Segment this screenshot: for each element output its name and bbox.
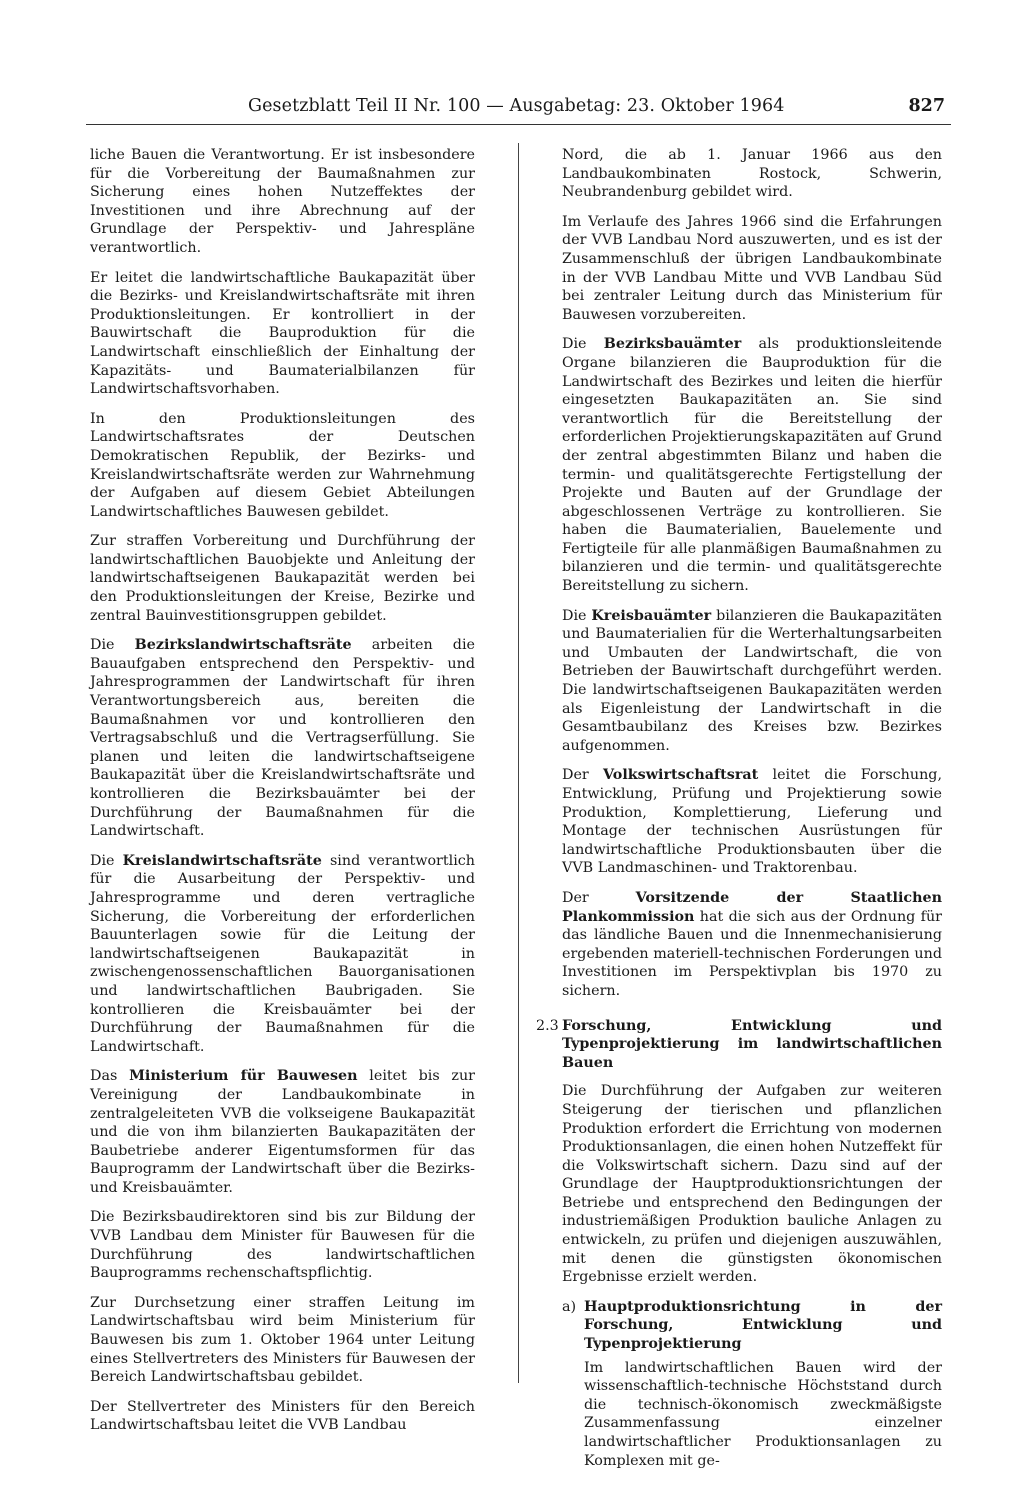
paragraph: Im landwirtschaftlichen Bauen wird der wissenschaftlich-technische Höchststand durch die technisch-ökonomisch zweckmäßigste Zusammenfassung einzelner landwirtschaftlicher Produktionsanlagen zu Komplexen mit ge- xyxy=(584,1359,942,1469)
paragraph: Nord, die ab 1. Januar 1966 aus den Landbaukombinaten Rostock, Schwerin, Neubrandenburg gebildet wird. xyxy=(562,147,942,201)
paragraph xyxy=(90,636,475,841)
paragraph-lead: Die xyxy=(90,852,123,869)
header-rule xyxy=(86,124,951,125)
paragraph: Zur straffen Vorbereitung und Durchführung der landwirtschaftlichen Bauobjekte und Anleitung der landwirtschaftseigenen Baukapazität werden bei den Produktionsleitungen der Kreise, Bezirke und zentral Bauinvestitionsgruppen gebildet. xyxy=(90,533,475,624)
subsection-label: a) xyxy=(562,1298,577,1315)
paragraph: liche Bauen die Verantwortung. Er ist insbesondere für die Vorbereitung der Baumaßnahmen zur Sicherung eines hohen Nutzeffektes der Investitionen und ihre Abrechnung auf der Grundlage der Perspektiv- und Jahrespläne verantwortlich. xyxy=(90,147,475,256)
header-title: Gesetzblatt Teil II Nr. 100 — Ausgabetag: 23. Oktober 1964 xyxy=(248,96,785,116)
paragraph: Er leitet die landwirtschaftliche Baukapazität über die Bezirks- und Kreislandwirtschaftsräte mit ihren Produktionsleitungen. Er kontrolliert in der Bauwirtschaft die Bauproduktion für die Landwirtschaft einschließlich der Einhaltung der Kapazitäts- und Baumaterialbilanzen für Landwirtschaftsvorhaben. xyxy=(90,269,475,398)
paragraph: Zur Durchsetzung einer straffen Leitung im Landwirtschaftsbau wird beim Ministerium für Bauwesen bis zum 1. Oktober 1964 unter Leitung eines Stellvertreters des Ministers für Bauwesen der Bereich Landwirtschaftsbau gebildet. xyxy=(90,1294,475,1386)
paragraph: In den Produktionsleitungen des Landwirtschaftsrates der Deutschen Demokratischen Republik, der Bezirks- und Kreislandwirtschaftsräte werden zur Wahrnehmung der Aufgaben auf diesem Gebiet Abteilungen Landwirtschaftliches Bauwesen gebildet. xyxy=(90,410,475,520)
paragraph xyxy=(562,889,942,1001)
paragraph-lead: Der xyxy=(562,767,604,784)
paragraph-text: als produktionsleitende Organe bilanzieren die Bauproduktion für die Landwirtschaft des Bezirkes und leiten die hierfür eingesetzten Baukapazitäten an. Sie sind verantwortlich für die Bereitstellung der erforderlichen Projektierungskapazitäten auf Grund der zentral abgestimmten Bilanz und haben die termin- und qualitätsgerechte Fertigstellung der Projekte und Bauten auf der Grundlage der abgeschlossenen Verträge zu kontrollieren. Sie haben die Baumaterialien, Bauelemente und Fertigteile für alle planmäßigen Baumaßnahmen zu bilanzieren und die termin- und qualitätsgerechte Bereitstellung zu sichern. xyxy=(562,336,942,595)
paragraph xyxy=(562,607,942,756)
paragraph-lead: Der xyxy=(562,889,636,906)
paragraph-text: leitet bis zur Vereinigung der Landbaukombinate in zentralgeleiteten VVB die volkseigene Baukapazität und die von ihm bilanzierten Baukapazitäten der Baubetriebe anderer Eigentumsformen für das Bauprogramm der Landwirtschaft über die Bezirks- und Kreisbauämter. xyxy=(90,1068,475,1196)
section-title: Forschung, Entwicklung und Typenprojektierung im landwirtschaftlichen Bauen xyxy=(562,1017,942,1071)
bold-term: Bezirksbauämter xyxy=(603,336,742,353)
paragraph: Der Stellvertreter des Ministers für den Bereich Landwirtschaftsbau leitet die VVB Landbau xyxy=(90,1398,475,1434)
subsection-heading xyxy=(562,1298,942,1354)
paragraph-lead: Das xyxy=(90,1068,130,1085)
subsection-title: Hauptproduktionsrichtung in der Forschung, Entwicklung und Typenprojektierung xyxy=(584,1298,942,1353)
bold-term: Kreisbauämter xyxy=(591,607,712,624)
page-number: 827 xyxy=(908,96,945,116)
paragraph: Die Bezirksbaudirektoren sind bis zur Bildung der VVB Landbau dem Minister für Bauwesen für die Durchführung des landwirtschaftlichen Bauprogramms rechenschaftspflichtig. xyxy=(90,1209,475,1282)
paragraph-text: hat die sich aus der Ordnung für das ländliche Bauen und die Innenmechanisierung ergebenden materiell-technischen Forderungen und Investitionen im Perspektivplan bis 1970 zu sichern. xyxy=(562,908,942,999)
section-heading xyxy=(536,1017,942,1073)
bold-term: Volkswirtschaftsrat xyxy=(603,767,759,784)
paragraph-text: bilanzieren die Baukapazitäten und Baumaterialien für die Werterhaltungsarbeiten und Umbauten der Landwirtschaft, die von Betrieben der Bauwirtschaft durchgeführt werden. Die landwirtschaftseigenen Baukapazitäten werden als Eigenleistung der Landwirtschaft in die Gesamtbaubilanz des Kreises bzw. Bezirkes aufgenommen. xyxy=(562,607,942,754)
column-divider xyxy=(518,143,519,1383)
right-column xyxy=(536,146,942,1470)
bold-term: Kreislandwirtschaftsräte xyxy=(122,852,322,869)
left-column xyxy=(90,146,475,1446)
paragraph-text: arbeiten die Bauaufgaben entsprechend den Perspektiv- und Jahresprogrammen der Landwirtschaft für ihren Verantwortungsbereich aus, bereiten die Baumaßnahmen vor und kontrollieren den Vertragsabschluß und die Vertragserfüllung. Sie planen und leiten die landwirtschaftseigene Baukapazität über die Kreislandwirtschaftsräte und kontrollieren die Bezirksbauämter bei der Durchführung der Baumaßnahmen für die Landwirtschaft. xyxy=(90,637,475,840)
paragraph: Die Durchführung der Aufgaben zur weiteren Steigerung der tierischen und pflanzlichen Produktion erfordert die Errichtung von modernen Produktionsanlagen, die einen hohen Nutzeffekt für die Volkswirtschaft sichern. Dazu sind auf der Grundlage der Hauptproduktionsrichtungen der Betriebe und entsprechend den Bedingungen der industriemäßigen Produktion bauliche Anlagen zu entwickeln, zu prüfen und diejenigen auszuwählen, mit denen die günstigsten ökonomischen Ergebnisse erzielt werden. xyxy=(562,1083,942,1286)
bold-term: Bezirkslandwirtschaftsräte xyxy=(134,637,352,654)
paragraph xyxy=(562,766,942,878)
page-header xyxy=(86,96,951,124)
paragraph xyxy=(562,335,942,595)
paragraph-lead: Die xyxy=(562,336,604,353)
section-number: 2.3 xyxy=(536,1017,559,1034)
paragraph-text: sind verantwortlich für die Ausarbeitung der Perspektiv- und Jahresprogramme und deren vertragliche Sicherung, die Vorbereitung der erforderlichen Bauunterlagen sowie für die Leitung der landwirtschaftseigenen Baukapazität in zwischengenossenschaftlichen Bauorganisationen und landwirtschaftlichen Baubrigaden. Sie kontrollieren die Kreisbauämter bei der Durchführung der Baumaßnahmen für die Landwirtschaft. xyxy=(90,852,475,1055)
paragraph: Im Verlaufe des Jahres 1966 sind die Erfahrungen der VVB Landbau Nord auszuwerten, und es ist der Zusammenschluß der übrigen Landbaukombinate in der VVB Landbau Mitte und VVB Landbau Süd bei zentraler Leitung durch das Ministerium für Bauwesen vorzubereiten. xyxy=(562,213,942,323)
paragraph-lead: Die xyxy=(562,607,592,624)
paragraph-text: leitet die Forschung, Entwicklung, Prüfung und Projektierung sowie Produktion, Komplettierung, Lieferung und Montage der technischen Ausrüstungen für landwirtschaftliche Produktionsbauten über die VVB Landmaschinen- und Traktorenbau. xyxy=(562,767,942,877)
paragraph xyxy=(90,1067,475,1197)
bold-term: Ministerium für Bauwesen xyxy=(129,1068,358,1085)
paragraph xyxy=(90,852,475,1057)
bold-term: Vorsitzende der Staatlichen Plankommission xyxy=(562,889,942,925)
paragraph-lead: Die xyxy=(90,637,135,654)
